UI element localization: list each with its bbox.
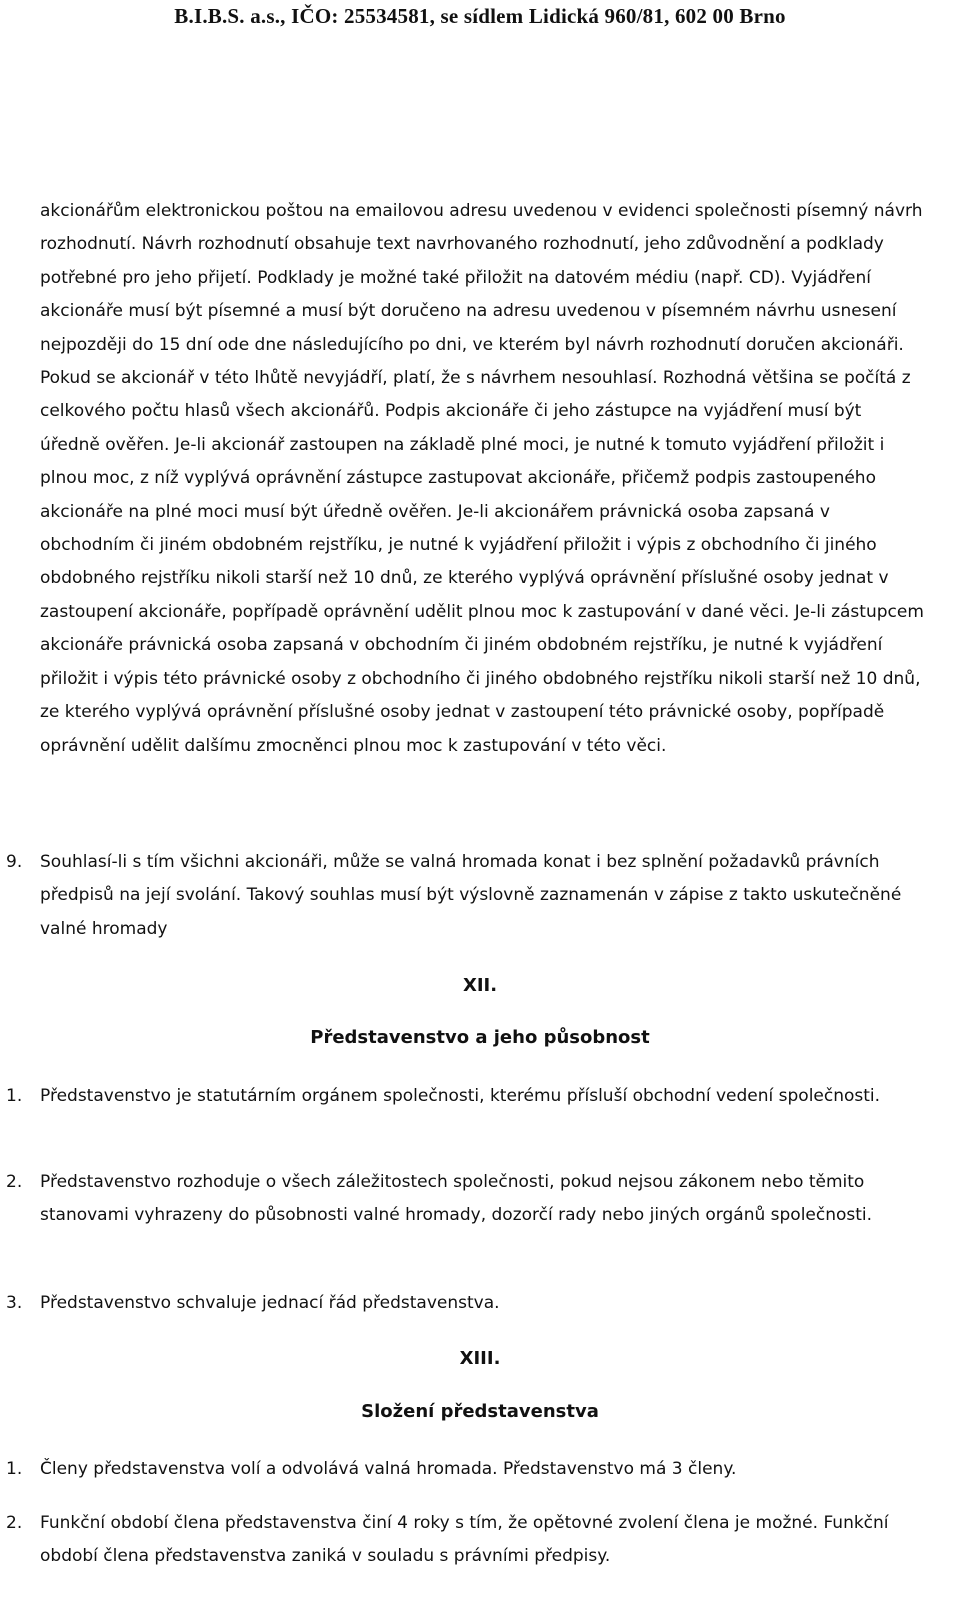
section-numeral-xii: XII. [462,975,498,996]
list-text: Představenstvo rozhoduje o všech záležitostech společnosti, pokud nejsou zákonem nebo těmito stanovami vyhrazeny do působnosti valné hromady, dozorčí rady nebo jiných orgánů společnosti. [40,1172,873,1226]
list-text: Funkční období člena představenstva činí 4 roky s tím, že opětovné zvolení člena je možné. Funkční období člena představenstva zaniká v souladu s právními předpisy. [40,1513,889,1567]
list-number: 2. [6,1513,23,1533]
continuation-paragraph: akcionářům elektronickou poštou na emailovou adresu uvedenou v evidenci společnosti písemný návrh rozhodnutí. Návrh rozhodnutí obsahuje text navrhovaného rozhodnutí, jeho zdůvodnění a podklady potřebné pro jeho přijetí. Podklady je možné také přiložit na datovém médiu (např. CD). Vyjádření akcionáře musí být písemné a musí být doručeno na adresu uvedenou v písemném návrhu usnesení nejpozději do 15 dní ode dne následujícího po dni, ve kterém byl návrh rozhodnutí doručen akcionáři. Pokud se akcionář v této lhůtě nevyjádří, platí, že s návrhem nesouhlasí. Rozhodná většina se počítá z celkového počtu hlasů všech akcionářů. Podpis akcionáře či jeho zástupce na vyjádření musí být úředně ověřen. Je-li akcionář zastoupen na základě plné moci, je nutné k tomuto vyjádření přiložit i plnou moc, z níž vyplývá oprávnění zástupce zastupovat akcionáře, přičemž podpis zastoupeného akcionáře na plné moci musí být úředně ověřen. Je-li akcionářem právnická osoba zapsaná v obchodním či jiném obdobném rejstříku, je nutné k vyjádření přiložit i výpis z obchodního či jiného obdobného rejstříku nikoli starší než 10 dnů, ze kterého vyplývá oprávnění příslušné osoby jednat v zastoupení akcionáře, popřípadě oprávnění udělit plnou moc k zastupování v dané věci. Je-li zástupcem akcionáře právnická osoba zapsaná v obchodním či jiném obdobném rejstříku, je nutné k vyjádření přiložit i výpis této právnické osoby z obchodního či jiného obdobného rejstříku nikoli starší než 10 dnů, ze kterého vyplývá oprávnění příslušné osoby jednat v zastoupení této právnické osoby, popřípadě oprávnění udělit dalšímu zmocněnci plnou moc k zastupování v této věci. [40,201,924,756]
list-text: Představenstvo schvaluje jednací řád představenstva. [40,1293,500,1313]
page-header: B.I.B.S. a.s., IČO: 25534581, se sídlem Lidická 960/81, 602 00 Brno [174,4,786,28]
list-text: Představenstvo je statutárním orgánem společnosti, kterému přísluší obchodní vedení společnosti. [40,1086,881,1106]
list-text: Souhlasí-li s tím všichni akcionáři, může se valná hromada konat i bez splnění požadavků právních předpisů na její svolání. Takový souhlas musí být výslovně zaznamenán v zápise z takto uskutečněné valné hromady [40,852,902,939]
list-number: 9. [6,852,23,872]
list-number: 1. [6,1459,23,1479]
section-title-xii: Představenstvo a jeho působnost [310,1027,650,1048]
list-number: 3. [6,1293,23,1313]
section-numeral-xiii: XIII. [459,1348,501,1369]
list-number: 1. [6,1086,23,1106]
list-text: Členy představenstva volí a odvolává valná hromada. Představenstvo má 3 členy. [40,1459,737,1479]
section-title-xiii: Složení představenstva [361,1401,599,1422]
list-number: 2. [6,1172,23,1192]
